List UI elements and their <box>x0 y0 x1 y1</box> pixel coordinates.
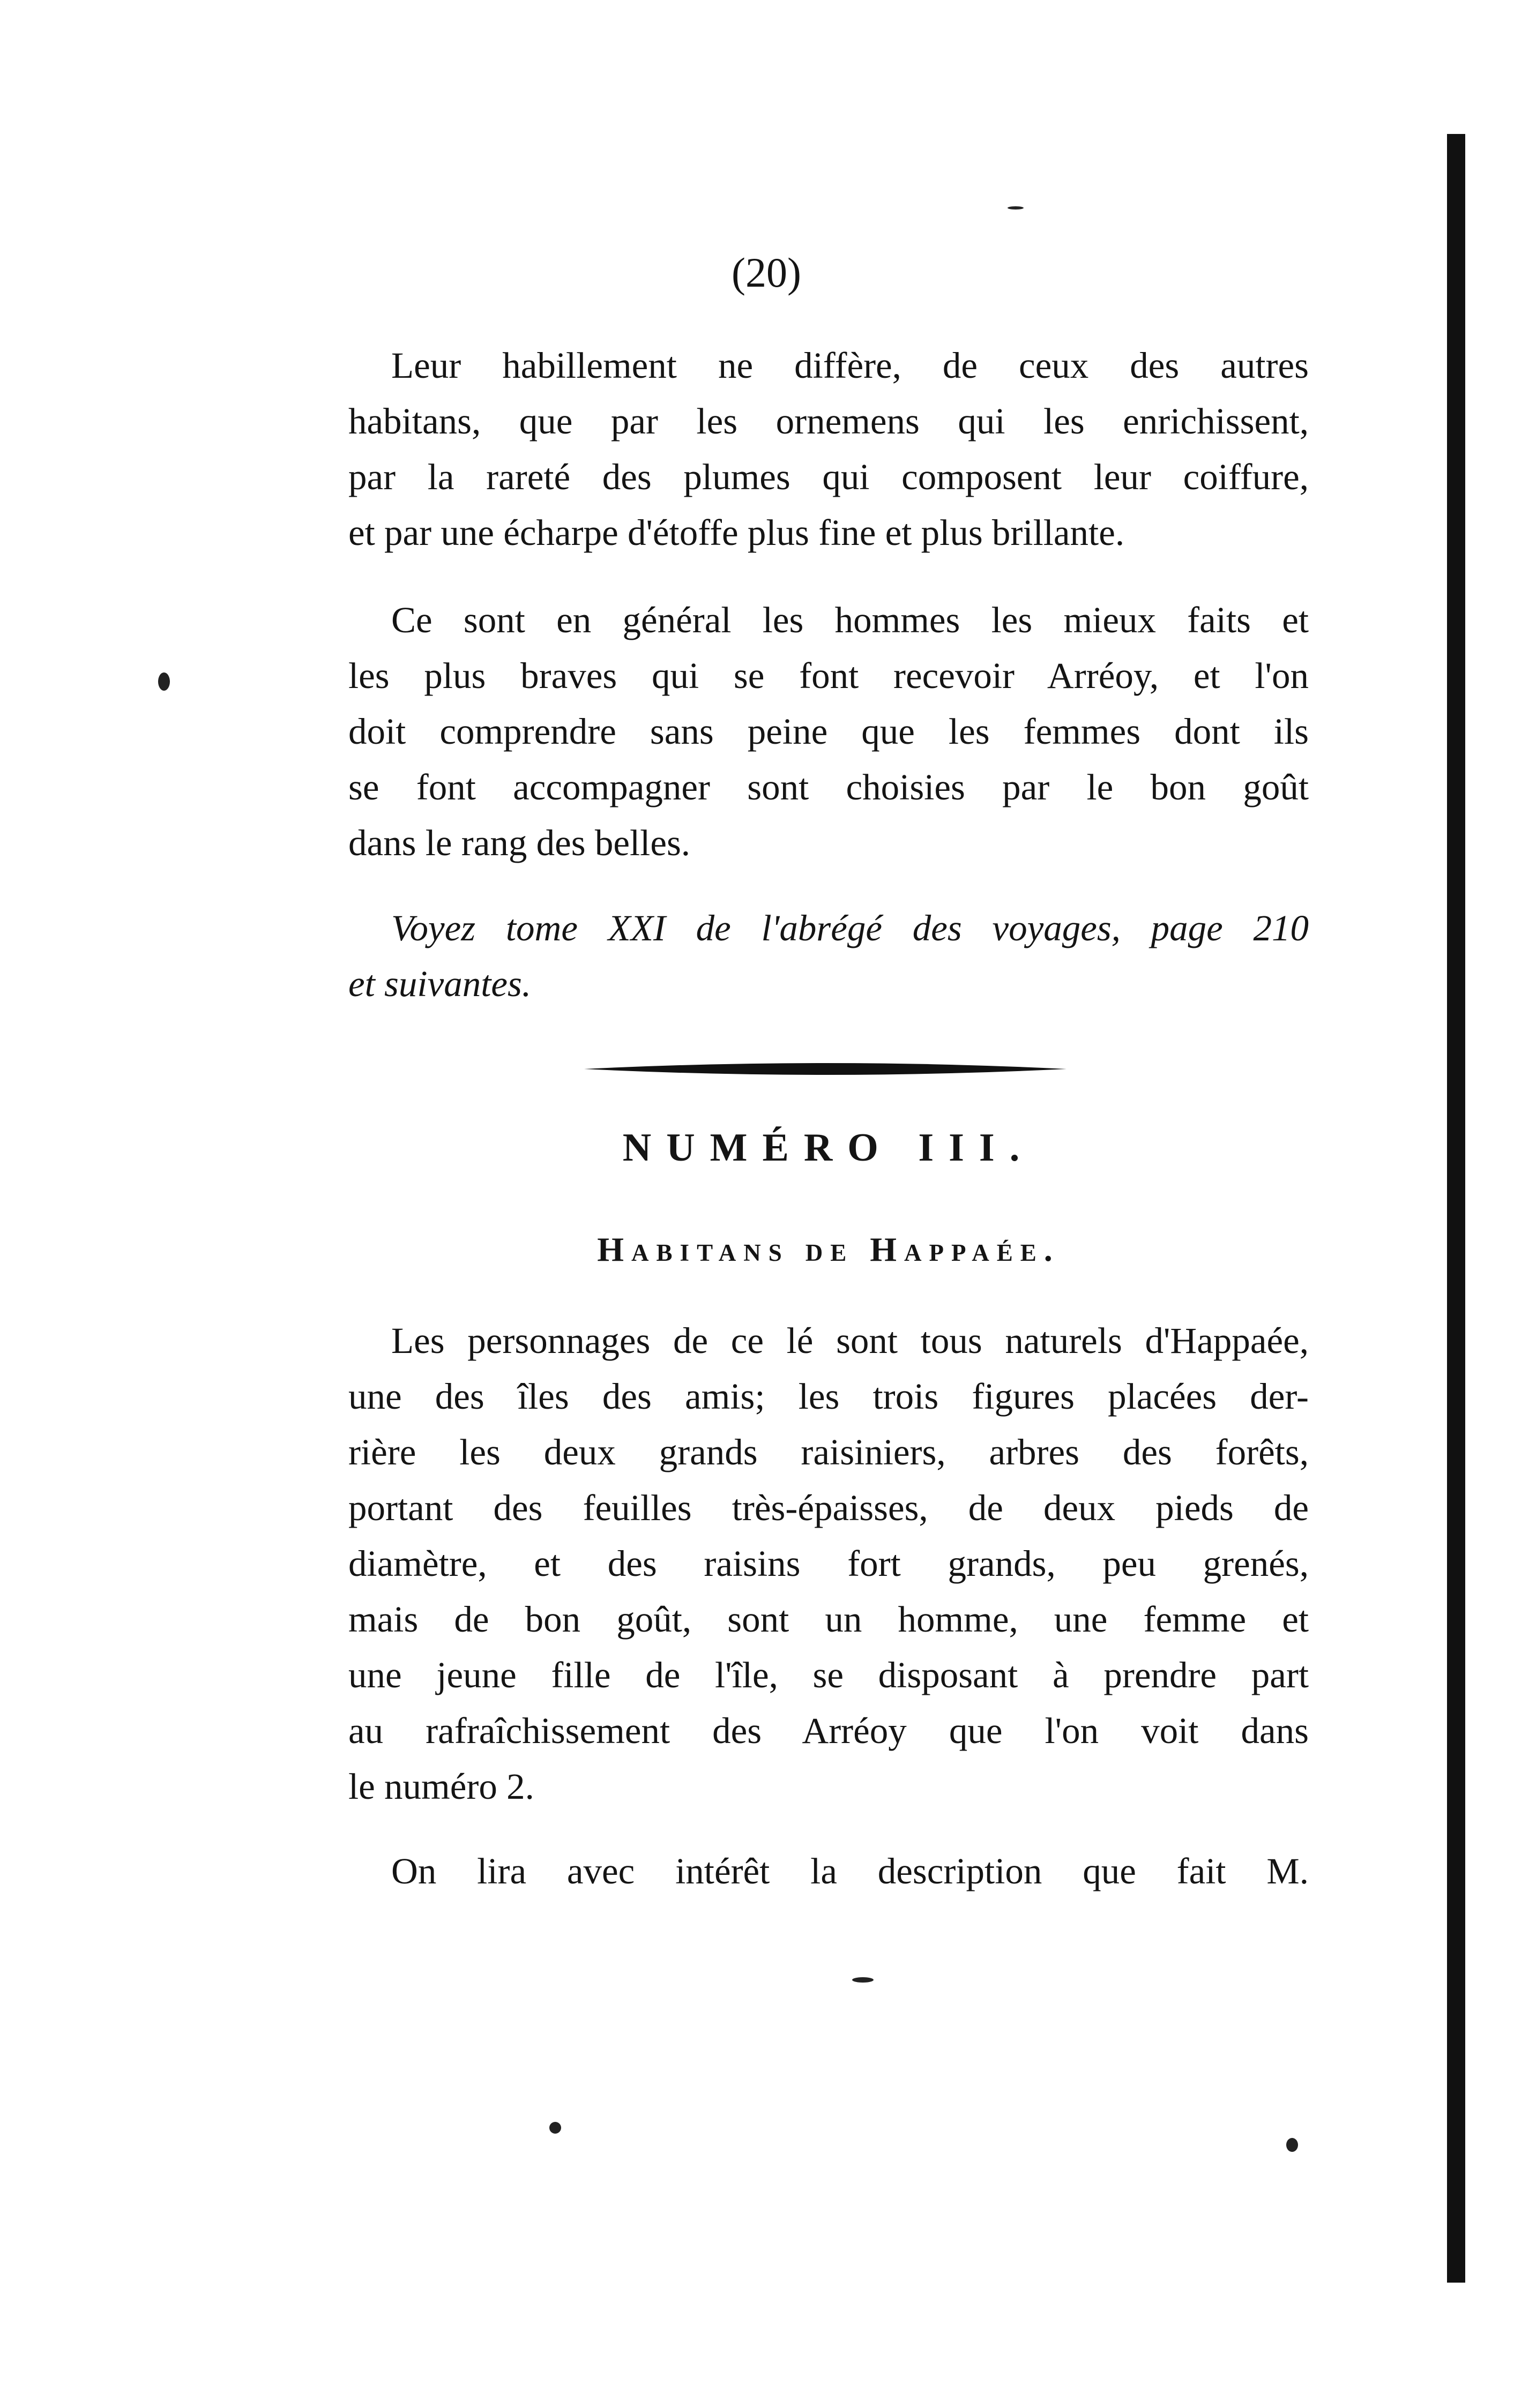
page-edge-shadow <box>1447 134 1465 2283</box>
ink-speck <box>158 672 170 691</box>
text-line: Voyez tome XXI de l'abrégé des voyages, page 210 <box>391 908 1309 948</box>
text-line: par la rareté des plumes qui composent leur coiffure, <box>348 457 1309 497</box>
paragraph-1 <box>348 338 1309 560</box>
text-line: et suivantes. <box>348 963 532 1004</box>
paragraph-2 <box>348 592 1309 871</box>
text-line: Ce sont en général les hommes les mieux faits et <box>391 600 1309 640</box>
text-line: doit comprendre sans peine que les femmes dont ils <box>348 711 1309 752</box>
section-number-heading: NUMÉRO III. <box>622 1126 1035 1170</box>
paragraph-text <box>348 1843 1309 1899</box>
text-line: une jeune fille de l'île, se disposant à prendre part <box>348 1655 1309 1695</box>
text-line: au rafraîchissement des Arréoy que l'on voit dans <box>348 1710 1309 1751</box>
text-line: se font accompagner sont choisies par le bon goût <box>348 767 1309 807</box>
text-line: diamètre, et des raisins fort grands, peu grenés, <box>348 1543 1309 1584</box>
section-paragraph-2 <box>348 1843 1309 1899</box>
text-line: Leur habillement ne diffère, de ceux des autres <box>391 345 1309 386</box>
text-line: dans le rang des belles. <box>348 822 691 863</box>
ink-speck <box>1008 206 1024 210</box>
ink-speck <box>852 1977 874 1983</box>
text-line: les plus braves qui se font recevoir Arréoy, et l'on <box>348 655 1309 696</box>
paragraph-text <box>348 338 1309 560</box>
ink-speck <box>549 2122 561 2134</box>
section-paragraph-1 <box>348 1313 1309 1814</box>
text-line: Les personnages de ce lé sont tous naturels d'Happaée, <box>391 1320 1309 1361</box>
text-line: portant des feuilles très-épaisses, de deux pieds de <box>348 1487 1309 1528</box>
ink-speck <box>1286 2138 1298 2152</box>
paragraph-text <box>348 592 1309 871</box>
section-sub-heading: Habitans de Happaée. <box>597 1230 1060 1268</box>
text-line: une des îles des amis; les trois figures placées der- <box>348 1376 1309 1417</box>
text-line: rière les deux grands raisiniers, arbres des forêts, <box>348 1432 1309 1472</box>
paragraph-text <box>348 1313 1309 1814</box>
text-line: le numéro 2. <box>348 1766 534 1807</box>
paragraph-reference <box>348 900 1309 1012</box>
text-line: On lira avec intérêt la description que fait M. <box>391 1851 1309 1891</box>
page-number: (20) <box>732 249 801 296</box>
text-line: mais de bon goût, sont un homme, une femme et <box>348 1599 1309 1640</box>
ornamental-rule <box>584 1058 1066 1080</box>
reference-text <box>348 900 1309 1012</box>
text-line: et par une écharpe d'étoffe plus fine et plus brillante. <box>348 512 1125 553</box>
text-line: habitans, que par les ornemens qui les enrichissent, <box>348 401 1309 442</box>
